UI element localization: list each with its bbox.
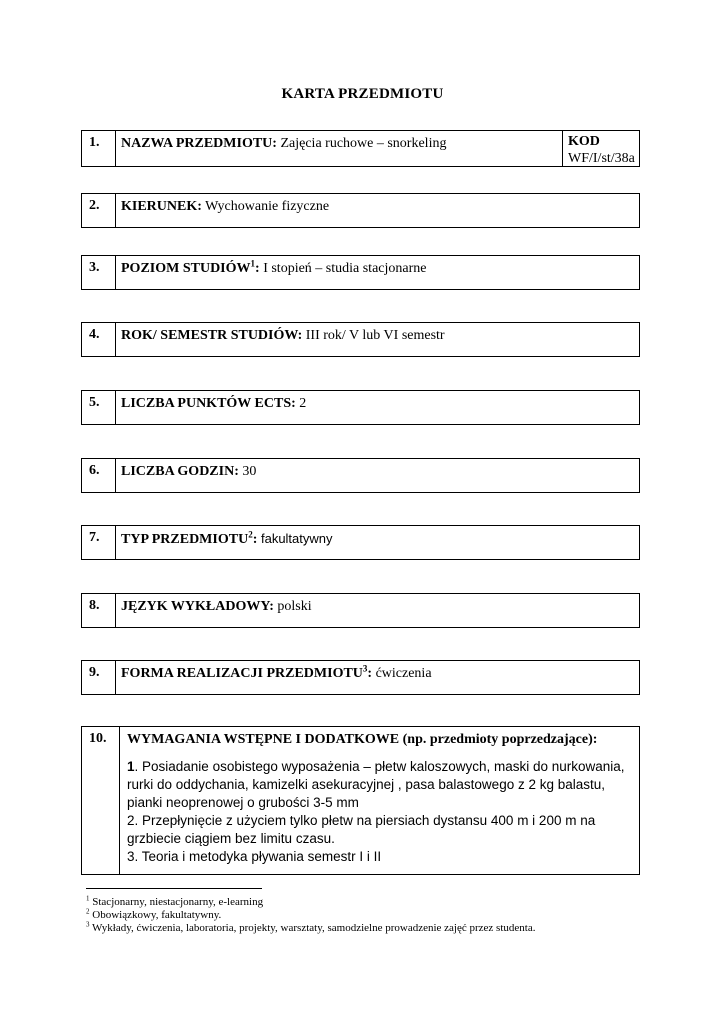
row-number: 10. (82, 727, 120, 874)
row-number: 3. (82, 256, 116, 289)
row-ects (81, 390, 640, 425)
row-label: LICZBA GODZIN: (121, 464, 239, 479)
list-item: 3. Teoria i metodyka pływania semestr I i II (127, 849, 382, 864)
row-content (116, 594, 639, 627)
row-study-level (81, 255, 640, 290)
footnote-text: Stacjonarny, niestacjonarny, e-learning (89, 896, 264, 908)
row-number: 7. (82, 526, 116, 559)
row-content (116, 256, 639, 289)
list-item: 2. Przepłynięcie z użyciem tylko płetw na piersiach dystansu 400 m i 200 m na grzbiecie ciągiem bez limitu czasu. (127, 813, 596, 846)
footnote-ref: 2 (248, 529, 253, 540)
row-hours (81, 458, 640, 493)
row-value: 2 (295, 396, 307, 411)
row-label: ROK/ SEMESTR STUDIÓW: (121, 328, 303, 343)
footnote-ref: 1 (250, 258, 256, 269)
row-value: III rok/ V lub VI semestr (302, 328, 445, 343)
course-code-value: WF/I/st/38a (568, 151, 635, 166)
row-value: Zajęcia ruchowe – snorkeling (276, 136, 447, 151)
footnote-separator (86, 888, 262, 889)
prerequisites-list (127, 758, 631, 866)
footnote-ref: 3 (362, 663, 368, 674)
row-value: Wychowanie fizyczne (201, 199, 330, 214)
row-number: 8. (82, 594, 116, 627)
row-content (116, 323, 639, 356)
row-content (116, 131, 562, 166)
row-colon: : (252, 532, 258, 547)
row-content (116, 391, 639, 424)
row-content (120, 727, 639, 874)
row-label: KIERUNEK: (121, 199, 202, 214)
row-label: WYMAGANIA WSTĘPNE I DODATKOWE (np. przedmioty poprzedzające): (127, 732, 598, 747)
row-colon: : (255, 261, 260, 276)
row-label: LICZBA PUNKTÓW ECTS: (121, 396, 296, 411)
row-language (81, 593, 640, 628)
footnotes (86, 896, 535, 935)
row-label: NAZWA PRZEDMIOTU: (121, 136, 277, 151)
footnote-text: Obowiązkowy, fakultatywny. (89, 909, 222, 921)
row-value: 30 (238, 464, 257, 479)
row-label: TYP PRZEDMIOTU (121, 532, 249, 547)
footnote (86, 909, 535, 922)
row-prerequisites (81, 726, 640, 875)
list-item-lead: 1 (127, 759, 135, 774)
row-content (116, 194, 639, 227)
footnote-mark: 2 (86, 907, 90, 916)
footnote-mark: 1 (86, 894, 90, 903)
course-code-label: KOD (568, 134, 600, 149)
row-label: JĘZYK WYKŁADOWY: (121, 599, 274, 614)
row-year-semester (81, 322, 640, 357)
row-number: 4. (82, 323, 116, 356)
footnote (86, 896, 535, 909)
row-value: polski (273, 599, 312, 614)
course-code-cell (562, 131, 639, 166)
row-label: FORMA REALIZACJI PRZEDMIOTU (121, 666, 363, 681)
row-content (116, 661, 639, 694)
row-number: 5. (82, 391, 116, 424)
row-number: 1. (82, 131, 116, 166)
row-number: 2. (82, 194, 116, 227)
row-value: fakultatywny (257, 531, 333, 546)
row-form (81, 660, 640, 695)
row-field-of-study (81, 193, 640, 228)
row-content (116, 526, 639, 559)
footnote-mark: 3 (86, 920, 90, 929)
row-course-type (81, 525, 640, 560)
row-number: 6. (82, 459, 116, 492)
document-title: KARTA PRZEDMIOTU (281, 86, 444, 102)
row-course-name (81, 130, 640, 167)
row-number: 9. (82, 661, 116, 694)
row-value: ćwiczenia (372, 666, 432, 681)
footnote-text: Wykłady, ćwiczenia, laboratoria, projekty, warsztaty, samodzielne prowadzenie zajęć przez studenta. (89, 922, 536, 934)
row-colon: : (367, 666, 373, 681)
list-item-text: . Posiadanie osobistego wyposażenia – płetw kaloszowych, maski do nurkowania, rurki do oddychania, kamizelki asekuracyjnej , pasa balastowego z 2 kg balastu, pianki neoprenowej o grubości 3-5 mm (127, 759, 625, 810)
row-value: I stopień – studia stacjonarne (259, 261, 427, 276)
row-label: POZIOM STUDIÓW (121, 261, 251, 276)
row-content (116, 459, 639, 492)
footnote (86, 922, 535, 935)
list-item (127, 758, 631, 812)
